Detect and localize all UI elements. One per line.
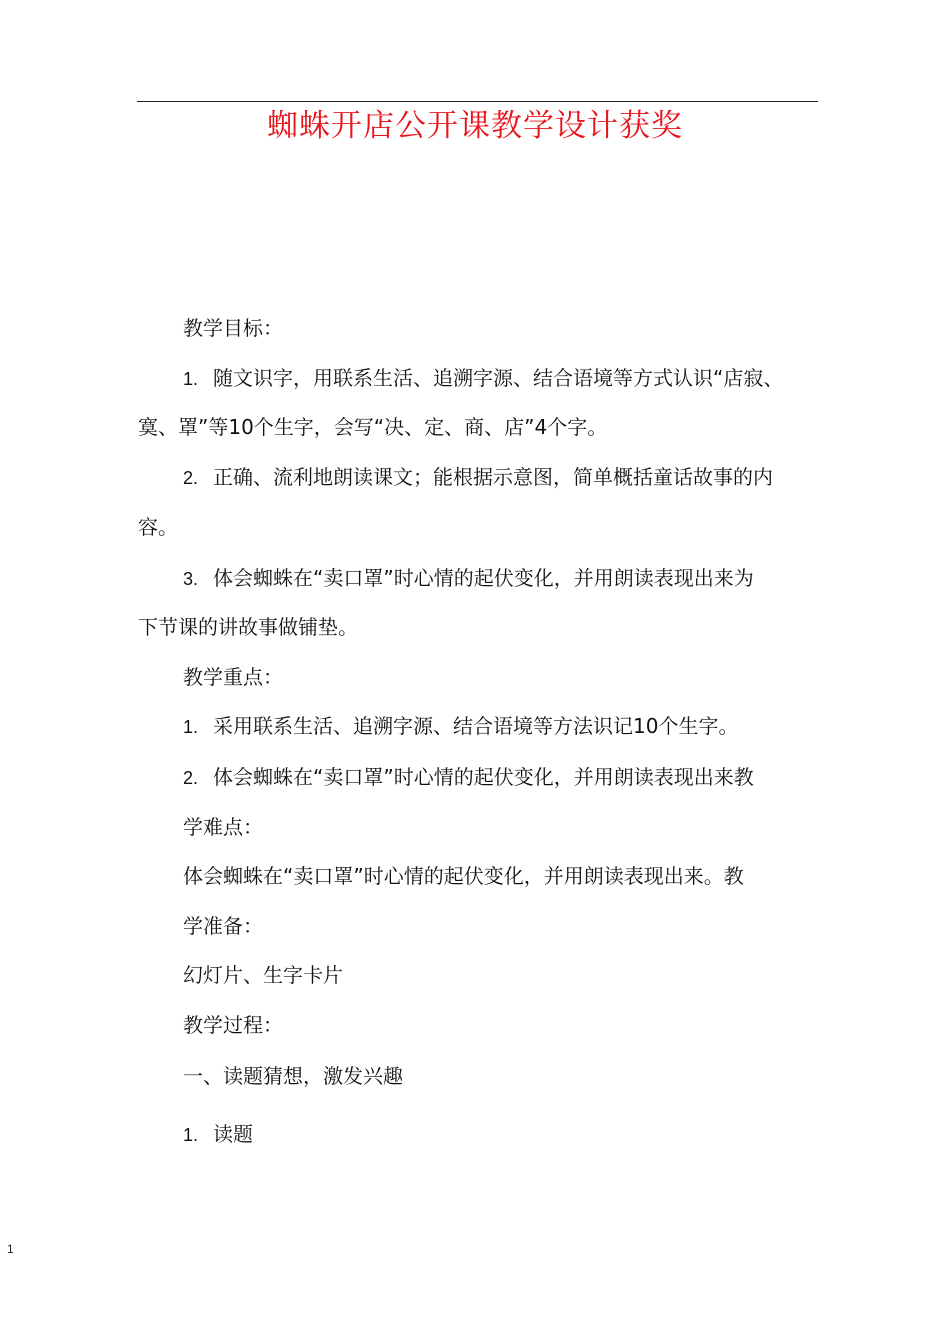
list-item-text: 正确、流利地朗读课文；能根据示意图，简单概括童话故事的内 [213,465,773,489]
difficulty-heading: 学难点： [183,815,263,839]
document-title: 蜘蛛开店公开课教学设计获奖 [267,108,683,144]
list-item-text: 读题 [213,1122,253,1146]
list-number: 1. [183,1125,199,1145]
goals-heading: 教学目标： [183,316,283,340]
key-points-heading: 教学重点： [183,665,283,689]
list-item-text: 体会蜘蛛在“卖口罩”时心情的起伏变化，并用朗读表现出来教 [213,765,754,789]
list-item-text: 采用联系生活、追溯字源、结合语境等方法识记10个生字。 [213,714,739,738]
list-number: 1. [183,369,199,389]
preparation-text: 幻灯片、生字卡片 [183,963,343,987]
goal-item-3 [183,563,754,594]
list-item-text: 体会蜘蛛在“卖口罩”时心情的起伏变化，并用朗读表现出来为 [213,566,754,590]
header-rule [137,101,818,102]
key-item-1 [183,711,738,742]
list-number: 3. [183,569,199,589]
goal-item-3-continued: 下节课的讲故事做铺垫。 [138,615,358,639]
goal-item-1 [183,363,783,394]
step-item-1 [183,1119,253,1150]
list-number: 2. [183,768,199,788]
goal-item-2-continued: 容。 [138,515,178,539]
key-item-2 [183,762,754,793]
difficulty-text: 体会蜘蛛在“卖口罩”时心情的起伏变化，并用朗读表现出来。教 [183,864,744,888]
goal-item-1-continued: 寞、罩”等10个生字，会写“决、定、商、店”4个字。 [138,415,608,439]
section-1-heading: 一、读题猜想，激发兴趣 [183,1064,403,1088]
preparation-heading: 学准备： [183,914,263,938]
goal-item-2 [183,462,773,493]
list-item-text: 随文识字，用联系生活、追溯字源、结合语境等方式认识“店寂、 [213,366,784,390]
list-number: 1. [183,717,199,737]
list-number: 2. [183,468,199,488]
page-number: 1 [7,1242,14,1256]
process-heading: 教学过程： [183,1013,283,1037]
